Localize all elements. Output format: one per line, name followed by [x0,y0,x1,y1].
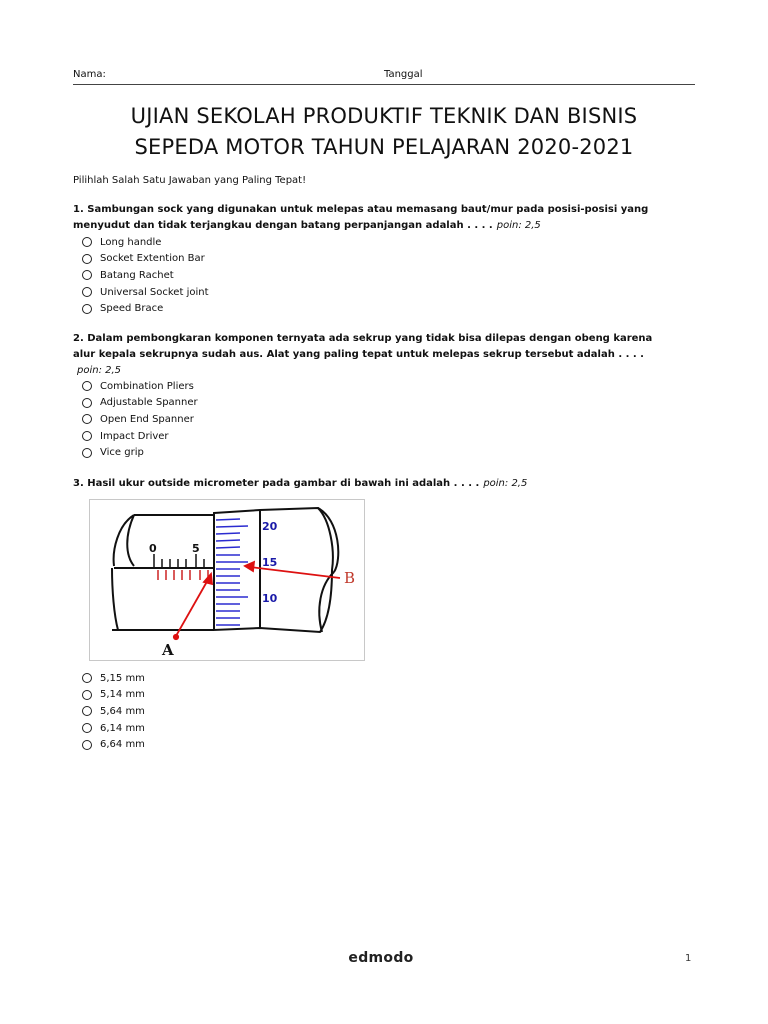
option-label: 6,14 mm [100,722,145,734]
radio-button[interactable] [82,706,92,716]
question-1-option-2[interactable] [82,251,209,268]
question-1-option-4[interactable] [82,284,209,301]
spindle-left-curve-bottom [112,568,118,630]
radio-button[interactable] [82,304,92,314]
arrow-a-dot [174,635,178,639]
pointer-label-b: B [344,569,356,587]
radio-button[interactable] [82,431,92,441]
question-1-line-1: 1. Sambungan sock yang digunakan untuk melepas atau memasang baut/mur pada posisi-posisi yang [73,204,649,215]
spindle-inner-curve [127,515,134,566]
question-3-option-2[interactable] [82,687,145,704]
micrometer-diagram [90,500,364,660]
option-label: 5,64 mm [100,705,145,717]
radio-button[interactable] [82,690,92,700]
radio-button[interactable] [82,270,92,280]
page-title [73,101,695,163]
radio-button[interactable] [82,237,92,247]
option-label: Long handle [100,236,162,248]
question-3-option-5[interactable] [82,736,145,753]
question-3-line-1: 3. Hasil ukur outside micrometer pada gambar di bawah ini adalah . . . . [73,478,480,489]
question-1-option-3[interactable] [82,267,209,284]
question-2-option-5[interactable] [82,444,198,461]
arrow-b-line [250,567,340,578]
question-2-options [82,378,198,461]
radio-button[interactable] [82,381,92,391]
question-1-option-5[interactable] [82,300,209,317]
option-label: Adjustable Spanner [100,397,198,409]
sleeve-upper-ticks [154,554,204,567]
option-label: Socket Extention Bar [100,253,205,265]
option-label: Open End Spanner [100,413,194,425]
edmodo-logo: edmodo [348,950,414,966]
question-2-option-1[interactable] [82,378,198,395]
question-3-poin: poin: 2,5 [483,478,528,489]
question-2 [73,331,698,379]
instruction-text: Pilihlah Salah Satu Jawaban yang Paling Tepat! [73,175,307,186]
question-3-options [82,670,145,753]
option-label: 5,14 mm [100,689,145,701]
radio-button[interactable] [82,723,92,733]
question-2-option-4[interactable] [82,428,198,445]
option-label: Batang Rachet [100,269,174,281]
page-number: 1 [685,953,692,964]
radio-button[interactable] [82,414,92,424]
arrow-b-head [245,562,254,571]
option-label: Universal Socket joint [100,286,209,298]
question-1-option-1[interactable] [82,234,209,251]
header-row [73,69,695,85]
question-1-poin: poin: 2,5 [496,220,541,231]
question-2-option-2[interactable] [82,395,198,412]
question-2-option-3[interactable] [82,411,198,428]
question-3-option-1[interactable] [82,670,145,687]
question-2-poin: poin: 2,5 [77,365,122,376]
pointer-label-a: A [162,641,174,659]
thimble-label-20: 20 [262,520,278,533]
option-label: Combination Pliers [100,380,194,392]
arrow-a-line [176,578,209,636]
sleeve-label-0: 0 [149,542,157,555]
option-label: Vice grip [100,447,144,459]
question-1 [73,202,698,234]
radio-button[interactable] [82,673,92,683]
option-label: 5,15 mm [100,672,145,684]
question-2-line-1: 2. Dalam pembongkaran komponen ternyata ada sekrup yang tidak bisa dilepas dengan obeng karena [73,333,653,344]
radio-button[interactable] [82,740,92,750]
question-3 [73,476,698,492]
radio-button[interactable] [82,254,92,264]
question-1-options [82,234,209,317]
radio-button[interactable] [82,398,92,408]
option-label: Speed Brace [100,303,164,315]
radio-button[interactable] [82,448,92,458]
micrometer-figure [89,499,365,661]
option-label: Impact Driver [100,430,169,442]
title-line-2: SEPEDA MOTOR TAHUN PELAJARAN 2020-2021 [134,135,634,159]
tanggal-label: Tanggal [384,69,423,80]
nama-label: Nama: [73,69,106,80]
thimble-graduations [216,519,248,625]
sleeve-lower-ticks [158,570,208,580]
thimble-label-10: 10 [262,592,278,605]
question-3-option-3[interactable] [82,703,145,720]
thimble-label-15: 15 [262,556,278,569]
header-divider [73,84,695,85]
question-1-line-2: menyudut dan tidak terjangkau dengan batang perpanjangan adalah . . . . [73,220,493,231]
sleeve-label-5: 5 [192,542,200,555]
title-line-1: UJIAN SEKOLAH PRODUKTIF TEKNIK DAN BISNIS [130,104,638,128]
question-3-option-4[interactable] [82,720,145,737]
thimble-end-top [318,508,338,572]
option-label: 6,64 mm [100,739,145,751]
question-2-line-2: alur kepala sekrupnya sudah aus. Alat yang paling tepat untuk melepas sekrup tersebut adalah . . . . [73,349,644,360]
radio-button[interactable] [82,287,92,297]
